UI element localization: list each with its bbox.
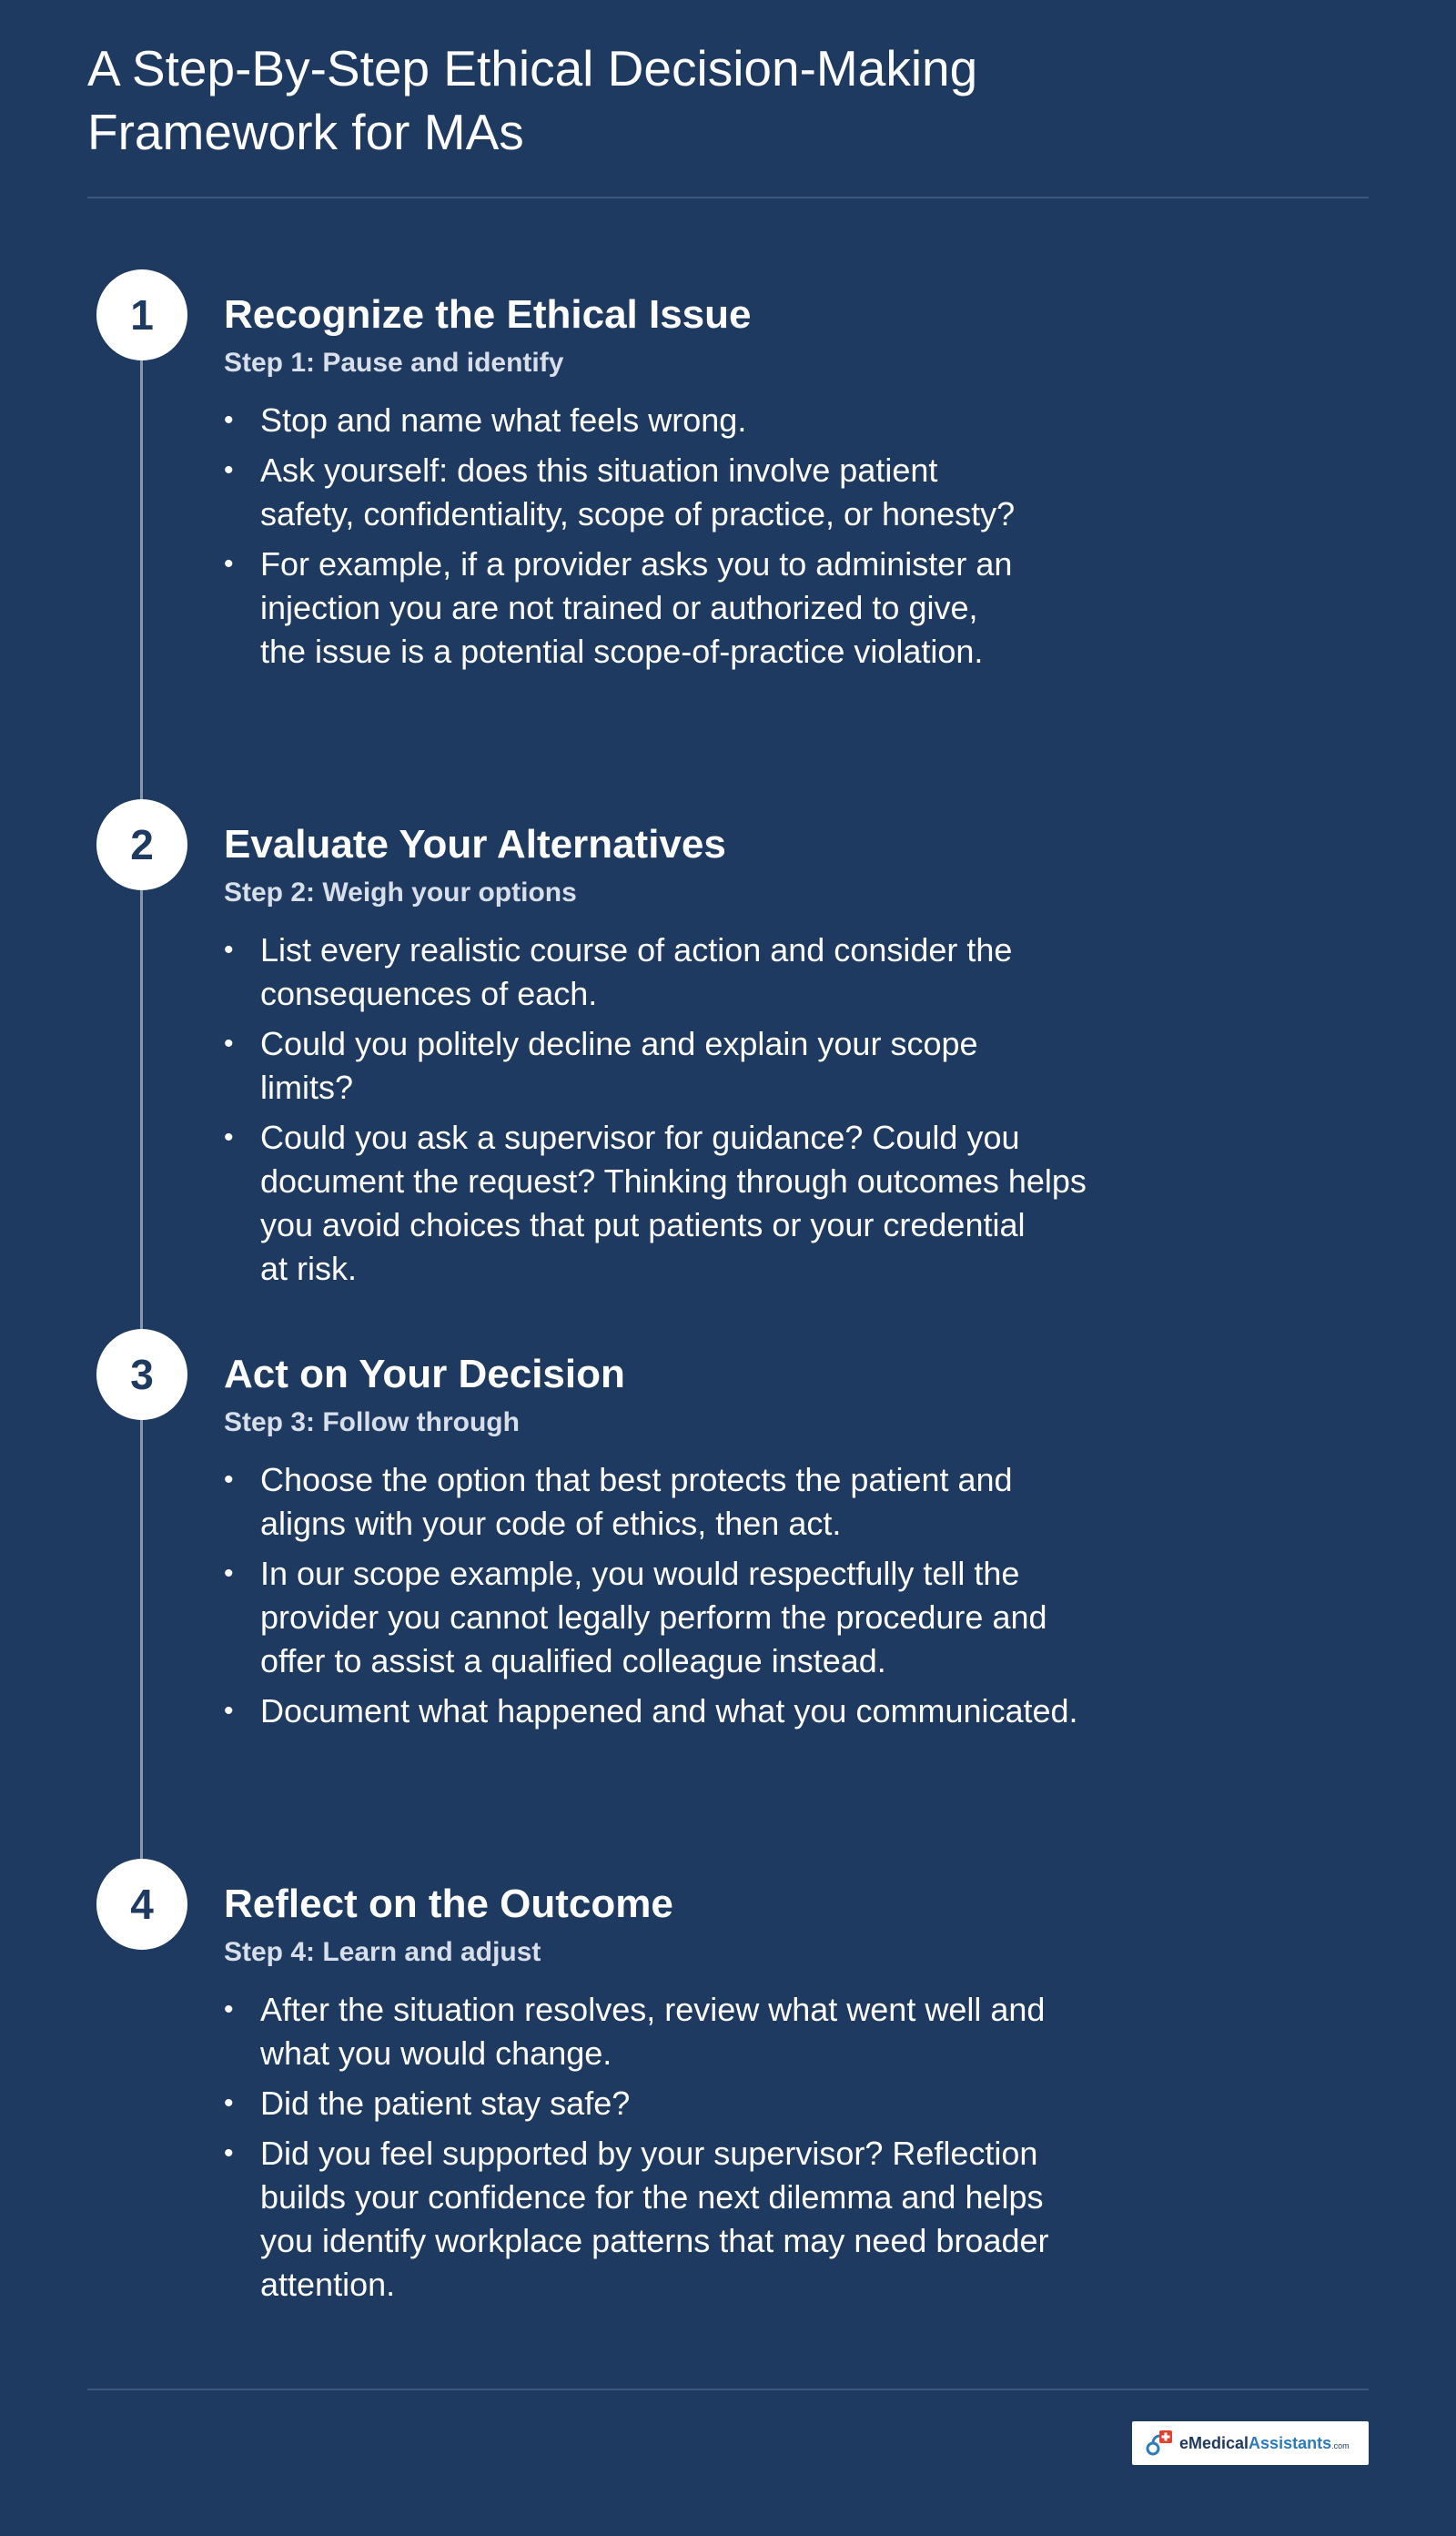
bullet-icon: • (224, 2138, 234, 2168)
step-heading: Act on Your Decision (224, 1352, 625, 1396)
step-heading: Reflect on the Outcome (224, 1882, 673, 1926)
step-subheading: Step 4: Learn and adjust (224, 1937, 541, 1967)
list-item: • Stop and name what feels wrong. (224, 399, 1170, 442)
list-item: • List every realistic course of action and consider the consequences of each. (224, 928, 1170, 1016)
bottom-divider (87, 2389, 1369, 2390)
step-number-badge: 2 (96, 799, 187, 890)
list-item: • Did the patient stay safe? (224, 2082, 1170, 2125)
list-item: • Could you politely decline and explain your scope limits? (224, 1022, 1170, 1110)
step-bullet-list (224, 1458, 1170, 1740)
step-subheading: Step 3: Follow through (224, 1407, 520, 1437)
emedicalassistants-logo[interactable] (1132, 2421, 1369, 2465)
bullet-icon: • (224, 1696, 234, 1726)
bullet-icon: • (224, 935, 234, 965)
bullet-icon: • (224, 2088, 234, 2118)
step-number-badge: 1 (96, 269, 187, 360)
step-subheading: Step 1: Pause and identify (224, 348, 564, 378)
step-heading: Evaluate Your Alternatives (224, 822, 726, 867)
step-heading: Recognize the Ethical Issue (224, 292, 752, 337)
list-item: • Ask yourself: does this situation involve patient safety, confidentiality, scope of practice, or honesty? (224, 449, 1170, 536)
list-item: • Could you ask a supervisor for guidance? Could you document the request? Thinking through outcomes helps you avoid choices that put patients or your credential at risk. (224, 1116, 1170, 1291)
list-item: • After the situation resolves, review what went well and what you would change. (224, 1988, 1170, 2075)
list-item: • For example, if a provider asks you to administer an injection you are not trained or authorized to give, the issue is a potential scope-of-practice violation. (224, 543, 1170, 674)
list-item: • Choose the option that best protects the patient and aligns with your code of ethics, then act. (224, 1458, 1170, 1546)
bullet-icon: • (224, 1558, 234, 1588)
bullet-icon: • (224, 405, 234, 435)
bullet-icon: • (224, 1994, 234, 2024)
list-item: • Document what happened and what you communicated. (224, 1689, 1170, 1733)
logo-wordmark: eMedicalAssistants.com (1179, 2433, 1350, 2452)
step-number-badge: 3 (96, 1329, 187, 1420)
bullet-icon: • (224, 1465, 234, 1495)
step-bullet-list (224, 1988, 1170, 2313)
medical-cross-stethoscope-icon (1141, 2425, 1178, 2461)
list-item: • In our scope example, you would respectfully tell the provider you cannot legally perform the procedure and offer to assist a qualified colleague instead. (224, 1552, 1170, 1683)
list-item: • Did you feel supported by your supervisor? Reflection builds your confidence for the next dilemma and helps you identify workplace patterns that may need broader attention. (224, 2132, 1170, 2307)
bullet-icon: • (224, 1122, 234, 1152)
step-number-badge: 4 (96, 1859, 187, 1950)
bullet-icon: • (224, 455, 234, 485)
timeline-line (140, 273, 143, 1902)
bullet-icon: • (224, 549, 234, 579)
page-title: A Step-By-Step Ethical Decision-Making Framework for MAs (87, 40, 978, 160)
step-bullet-list (224, 928, 1170, 1297)
step-subheading: Step 2: Weigh your options (224, 877, 577, 908)
top-divider (87, 197, 1369, 198)
step-bullet-list (224, 399, 1170, 680)
bullet-icon: • (224, 1029, 234, 1059)
